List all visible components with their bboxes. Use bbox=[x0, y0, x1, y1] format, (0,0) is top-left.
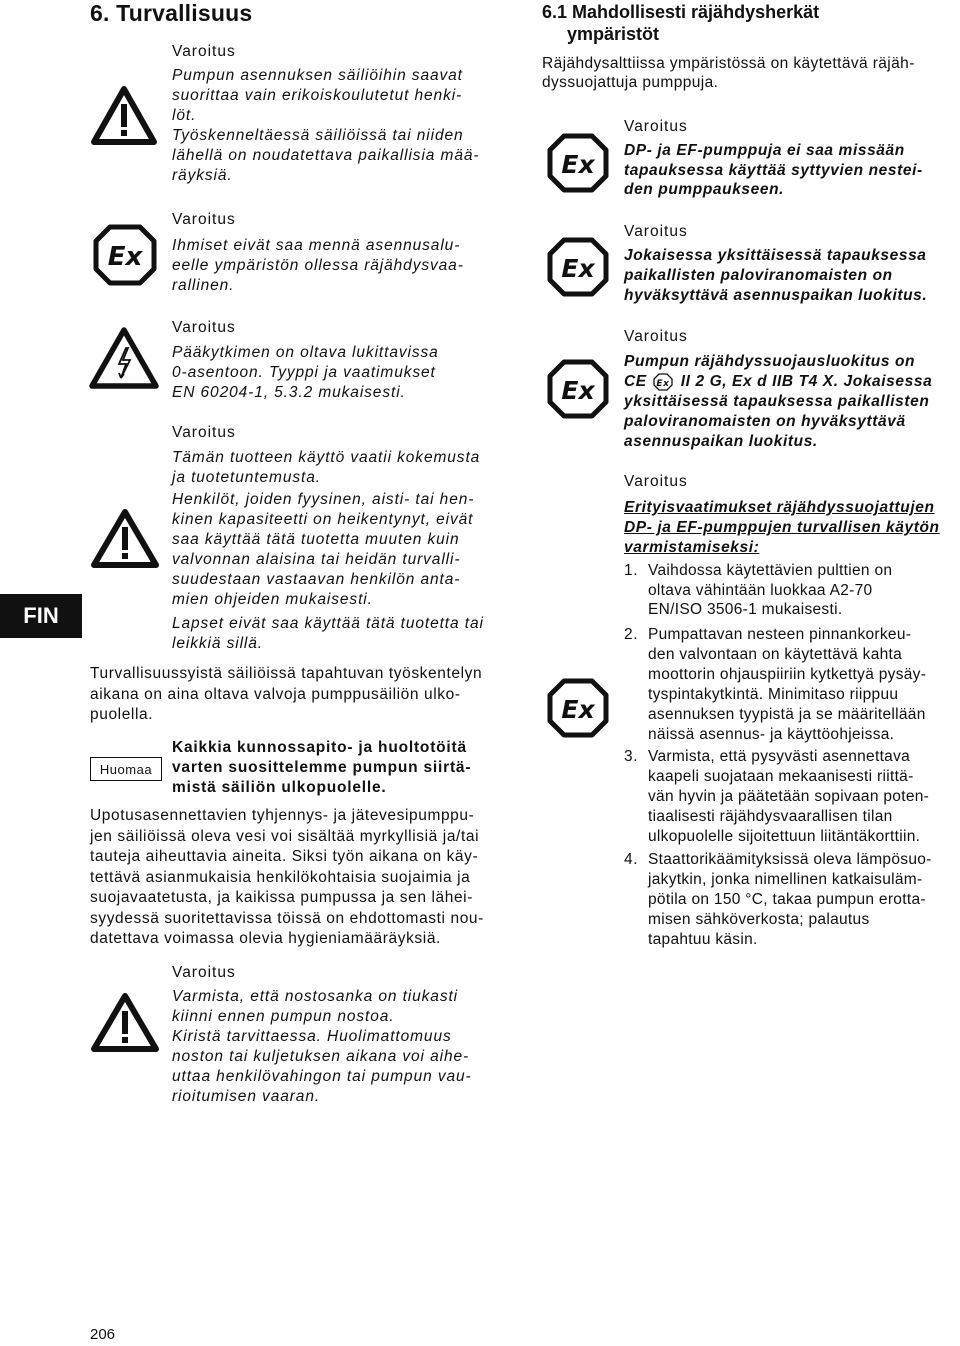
warning-label: Varoitus bbox=[172, 424, 236, 441]
warning-label: Varoitus bbox=[624, 118, 688, 135]
list-number: 1. bbox=[624, 562, 639, 579]
section-heading: 6. Turvallisuus bbox=[90, 0, 253, 26]
warning-label: Varoitus bbox=[624, 328, 688, 345]
language-tab: FIN bbox=[0, 594, 82, 638]
svg-text:Ex: Ex bbox=[107, 242, 143, 272]
electrical-hazard-icon bbox=[88, 326, 160, 390]
paragraph: Turvallisuussyistä säiliöissä tapahtuvan työskentelyn aikana on aina oltava valvoja pumppusäiliön ulko- puolella. bbox=[90, 665, 483, 723]
warning-triangle-icon bbox=[90, 508, 160, 570]
page-number: 206 bbox=[90, 1326, 116, 1343]
svg-text:Ex: Ex bbox=[656, 379, 670, 389]
ex-rating: II 2 G, Ex d IIB T4 X. Jokaisessa bbox=[680, 373, 933, 390]
warning-label: Varoitus bbox=[624, 473, 688, 490]
ex-mark-icon bbox=[653, 373, 673, 391]
list-item: Staattorikäämityksissä oleva lämpösuo- jakytkin, jonka nimellinen katkaisuläm- pötila on 150 °C, takaa pumpun erotta- misen sähköverkosta; palautus tapahtuu käsin. bbox=[648, 851, 932, 948]
svg-text:Ex: Ex bbox=[561, 150, 595, 179]
list-number: 3. bbox=[624, 748, 639, 765]
warning-text: Henkilöt, joiden fyysinen, aisti- tai hen- kinen kapasiteetti on heikentynyt, eivät saa käyttää tätä tuotetta muuten kuin valvonnan alaisina tai heidän turvalli- suudestaan vastaavan henkilön anta- mien ohjeiden mukaisesti. bbox=[172, 491, 475, 608]
ex-hexagon-icon bbox=[546, 236, 610, 298]
svg-text:Ex: Ex bbox=[561, 695, 595, 724]
svg-text:Ex: Ex bbox=[561, 254, 595, 283]
warning-text: Pääkytkimen on oltava lukittavissa 0-asentoon. Tyyppi ja vaatimukset EN 60204-1, 5.3.2 mukaisesti. bbox=[172, 344, 439, 401]
warning-text-ce-line bbox=[624, 372, 932, 392]
warning-text: DP- ja EF-pumppuja ei saa missään tapauksessa käyttää syttyvien nestei- den pumppaukseen. bbox=[624, 142, 923, 198]
subsection-heading: 6.1 Mahdollisesti räjähdysherkät ympäristöt bbox=[542, 2, 820, 44]
svg-text:Ex: Ex bbox=[561, 376, 595, 405]
paragraph: Upotusasennettavien tyhjennys- ja jätevesipumppu- jen säiliöissä oleva vesi voi sisältää myrkyllisiä ja/tai tauteja aiheuttavia aineita. Siksi työn aikana on käy- tettävä asianmukaisia henkilökohtaisia suojaimia ja suojavaatetusta, ja kaikissa pumpussa ja sen lähei- syydessä suoritettavissa töissä on ehdottomasti nou- datettava voimassa olevia hygieniamääräyksiä. bbox=[90, 807, 484, 947]
warning-text: Pumpun räjähdyssuojausluokitus on bbox=[624, 353, 916, 370]
warning-text: Tämän tuotteen käyttö vaatii kokemusta ja tuotetuntemusta. bbox=[172, 449, 481, 486]
ex-hexagon-icon bbox=[546, 677, 610, 739]
ex-hexagon-icon bbox=[546, 358, 610, 420]
warning-text: Jokaisessa yksittäisessä tapauksessa paikallisten paloviranomaisten on hyväksyttävä asennuspaikan luokitus. bbox=[624, 247, 928, 304]
ex-hexagon-icon bbox=[546, 132, 610, 194]
warning-text: Varmista, että nostosanka on tiukasti kiinni ennen pumpun nostoa. Kiristä tarvittaessa. Huolimattomuus noston tai kuljetuksen aikana voi aihe- uttaa henkilövahingon tai pumpun vau- rioitumisen vaaran. bbox=[172, 988, 472, 1105]
list-item: Vaihdossa käytettävien pulttien on oltava vähintään luokkaa A2-70 EN/ISO 3506-1 mukaisesti. bbox=[648, 562, 893, 618]
note-text: Kaikkia kunnossapito- ja huoltotöitä varten suosittelemme pumpun siirtä- mistä säiliön ulkopuolelle. bbox=[172, 739, 472, 796]
warning-label: Varoitus bbox=[172, 964, 236, 981]
warning-text: Ihmiset eivät saa mennä asennusalu- eelle ympäristön ollessa räjähdysvaa- rallinen. bbox=[172, 237, 464, 294]
list-number: 4. bbox=[624, 851, 639, 868]
warning-label: Varoitus bbox=[172, 211, 236, 228]
warning-text: Pumpun asennuksen säiliöihin saavat suorittaa vain erikoiskoulutetut henki- löt. Työskenneltäessä säiliöissä tai niiden lähellä on noudatettava paikallisia mää- räyksiä. bbox=[172, 67, 480, 184]
warning-triangle-icon bbox=[90, 992, 160, 1054]
list-item: Pumpattavan nesteen pinnankorkeu- den valvontaan on käytettävä kahta moottorin ohjauspiiriin kytkettyä pysäy- tyspintakytkintä. Minimitaso riippuu asennuksen tyypistä ja se määritellään näissä asennus- ja käyttöohjeissa. bbox=[648, 626, 927, 743]
note-badge: Huomaa bbox=[90, 757, 162, 781]
paragraph: Räjähdysalttiissa ympäristössä on käytettävä räjäh- dyssuojattuja pumppuja. bbox=[542, 55, 915, 91]
warning-label: Varoitus bbox=[172, 43, 236, 60]
requirements-title: Erityisvaatimukset räjähdyssuojattujen DP- ja EF-pumppujen turvallisen käytön varmistamiseksi: bbox=[624, 499, 940, 556]
ex-hexagon-icon bbox=[92, 223, 158, 287]
warning-label: Varoitus bbox=[172, 319, 236, 336]
warning-label: Varoitus bbox=[624, 223, 688, 240]
warning-triangle-icon bbox=[90, 85, 158, 147]
list-item: Varmista, että pysyvästi asennettava kaapeli suojataan mekaanisesti riittä- vän hyvin ja päätetään sopivaan poten- tiaalisesti räjähdysvaarallisen tilan ulkopuolelle sijoitettuun liitäntäkorttiin. bbox=[648, 748, 930, 845]
warning-text: Lapset eivät saa käyttää tätä tuotetta tai leikkiä sillä. bbox=[172, 615, 484, 652]
ce-mark: CE bbox=[624, 373, 647, 390]
list-number: 2. bbox=[624, 626, 639, 643]
warning-text: yksittäisessä tapauksessa paikallisten paloviranomaisten on hyväksyttävä asennuspaikan luokitus. bbox=[624, 393, 930, 450]
